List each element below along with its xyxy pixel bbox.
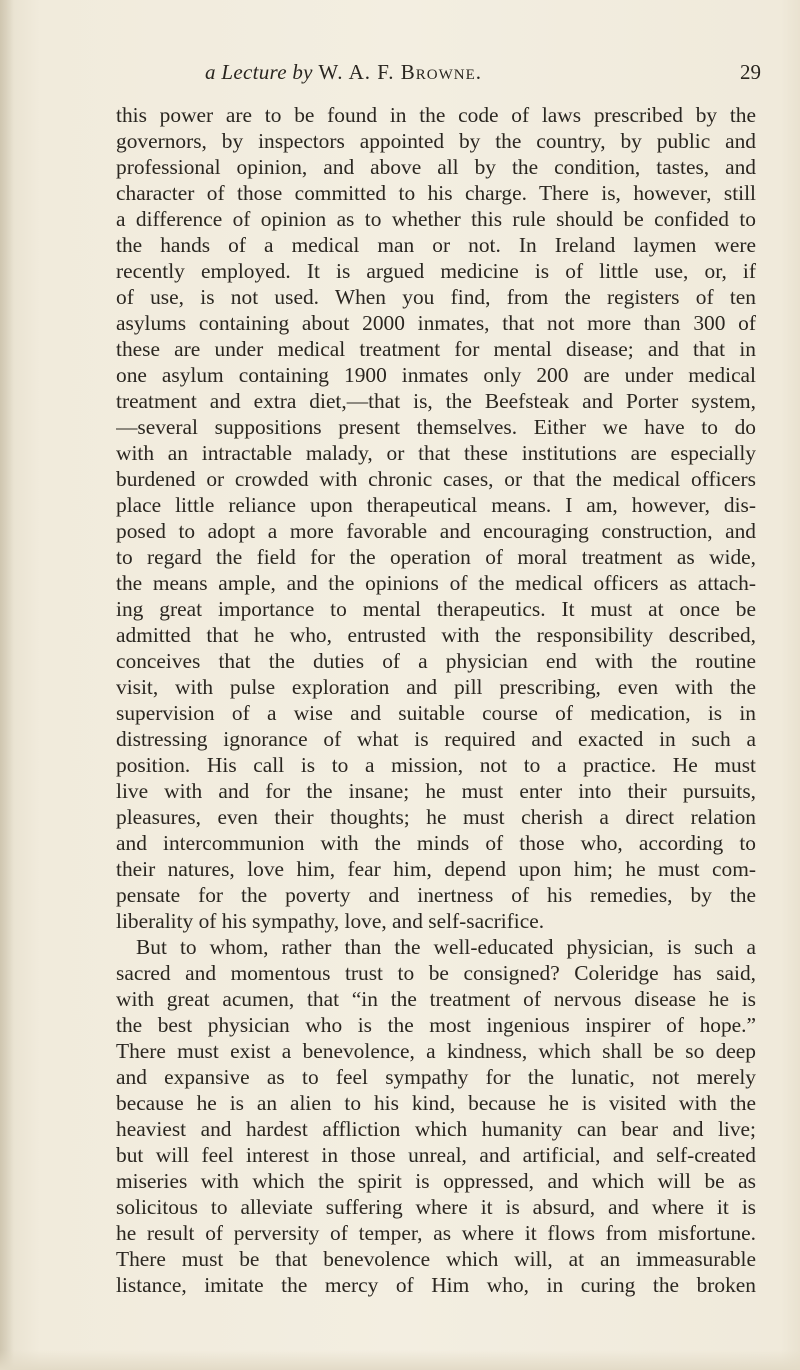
text-line: one asylum containing 1900 inmates only 200 are under medical bbox=[116, 363, 756, 387]
text-line: this power are to be found in the code of laws prescribed by the bbox=[116, 103, 756, 127]
text-line: these are under medical treatment for mental disease; and that in bbox=[116, 337, 756, 361]
text-line: pensate for the poverty and inertness of his remedies, by the bbox=[116, 883, 756, 907]
page-header bbox=[0, 56, 800, 90]
text-line: of use, is not used. When you find, from the registers of ten bbox=[116, 285, 756, 309]
text-line-paragraph-start: But to whom, rather than the well-educated physician, is such a bbox=[136, 935, 756, 959]
text-line: sacred and momentous trust to be consigned? Coleridge has said, bbox=[116, 961, 756, 985]
text-line: to regard the field for the operation of moral treatment as wide, bbox=[116, 545, 756, 569]
text-line: supervision of a wise and suitable course of medication, is in bbox=[116, 701, 756, 725]
text-line: recently employed. It is argued medicine is of little use, or, if bbox=[116, 259, 756, 283]
text-line: There must exist a benevolence, a kindness, which shall be so deep bbox=[116, 1039, 756, 1063]
text-line: admitted that he who, entrusted with the responsibility described, bbox=[116, 623, 756, 647]
page-bottom-shadow bbox=[0, 1350, 800, 1370]
text-line: place little reliance upon therapeutical means. I am, however, dis- bbox=[116, 493, 756, 517]
text-line: and expansive as to feel sympathy for the lunatic, not merely bbox=[116, 1065, 756, 1089]
text-line: posed to adopt a more favorable and encouraging construction, and bbox=[116, 519, 756, 543]
text-line: asylums containing about 2000 inmates, that not more than 300 of bbox=[116, 311, 756, 335]
text-line: conceives that the duties of a physician end with the routine bbox=[116, 649, 756, 673]
text-line: pleasures, even their thoughts; he must cherish a direct relation bbox=[116, 805, 756, 829]
text-line: heaviest and hardest affliction which humanity can bear and live; bbox=[116, 1117, 756, 1141]
text-line: with an intractable malady, or that these institutions are especially bbox=[116, 441, 756, 465]
running-head bbox=[205, 60, 482, 85]
text-line: because he is an alien to his kind, because he is visited with the bbox=[116, 1091, 756, 1115]
running-head-author: W. A. F. Browne. bbox=[318, 60, 483, 84]
page-number: 29 bbox=[740, 60, 761, 84]
text-line: the best physician who is the most ingenious inspirer of hope.” bbox=[116, 1013, 756, 1037]
text-line: solicitous to alleviate suffering where it is absurd, and where it is bbox=[116, 1195, 756, 1219]
text-line: —several suppositions present themselves. Either we have to do bbox=[116, 415, 756, 439]
text-line: with great acumen, that “in the treatment of nervous disease he is bbox=[116, 987, 756, 1011]
text-line: position. His call is to a mission, not to a practice. He must bbox=[116, 753, 756, 777]
text-line: governors, by inspectors appointed by the country, by public and bbox=[116, 129, 756, 153]
text-line: There must be that benevolence which will, at an immeasurable bbox=[116, 1247, 756, 1271]
text-line: the hands of a medical man or not. In Ireland laymen were bbox=[116, 233, 756, 257]
running-head-prefix: a Lecture by bbox=[205, 60, 313, 84]
text-line: live with and for the insane; he must enter into their pursuits, bbox=[116, 779, 756, 803]
text-line: treatment and extra diet,—that is, the Beefsteak and Porter system, bbox=[116, 389, 756, 413]
text-line: their natures, love him, fear him, depend upon him; he must com- bbox=[116, 857, 756, 881]
text-line: miseries with which the spirit is oppressed, and which will be as bbox=[116, 1169, 756, 1193]
text-line: and intercommunion with the minds of those who, according to bbox=[116, 831, 756, 855]
text-line: professional opinion, and above all by the condition, tastes, and bbox=[116, 155, 756, 179]
text-line: but will feel interest in those unreal, and artificial, and self-created bbox=[116, 1143, 756, 1167]
text-line: a difference of opinion as to whether this rule should be confided to bbox=[116, 207, 756, 231]
text-line: burdened or crowded with chronic cases, or that the medical officers bbox=[116, 467, 756, 491]
text-line: visit, with pulse exploration and pill prescribing, even with the bbox=[116, 675, 756, 699]
text-line: ing great importance to mental therapeutics. It must at once be bbox=[116, 597, 756, 621]
text-line: character of those committed to his charge. There is, however, still bbox=[116, 181, 756, 205]
text-line: he result of perversity of temper, as where it flows from misfortune. bbox=[116, 1221, 756, 1245]
binding-shadow bbox=[0, 0, 14, 1370]
text-line: the means ample, and the opinions of the medical officers as attach- bbox=[116, 571, 756, 595]
body-text bbox=[116, 102, 756, 1298]
text-line: listance, imitate the mercy of Him who, in curing the broken bbox=[116, 1273, 756, 1297]
text-line: distressing ignorance of what is required and exacted in such a bbox=[116, 727, 756, 751]
text-line-paragraph-end: liberality of his sympathy, love, and self-sacrifice. bbox=[116, 909, 545, 933]
